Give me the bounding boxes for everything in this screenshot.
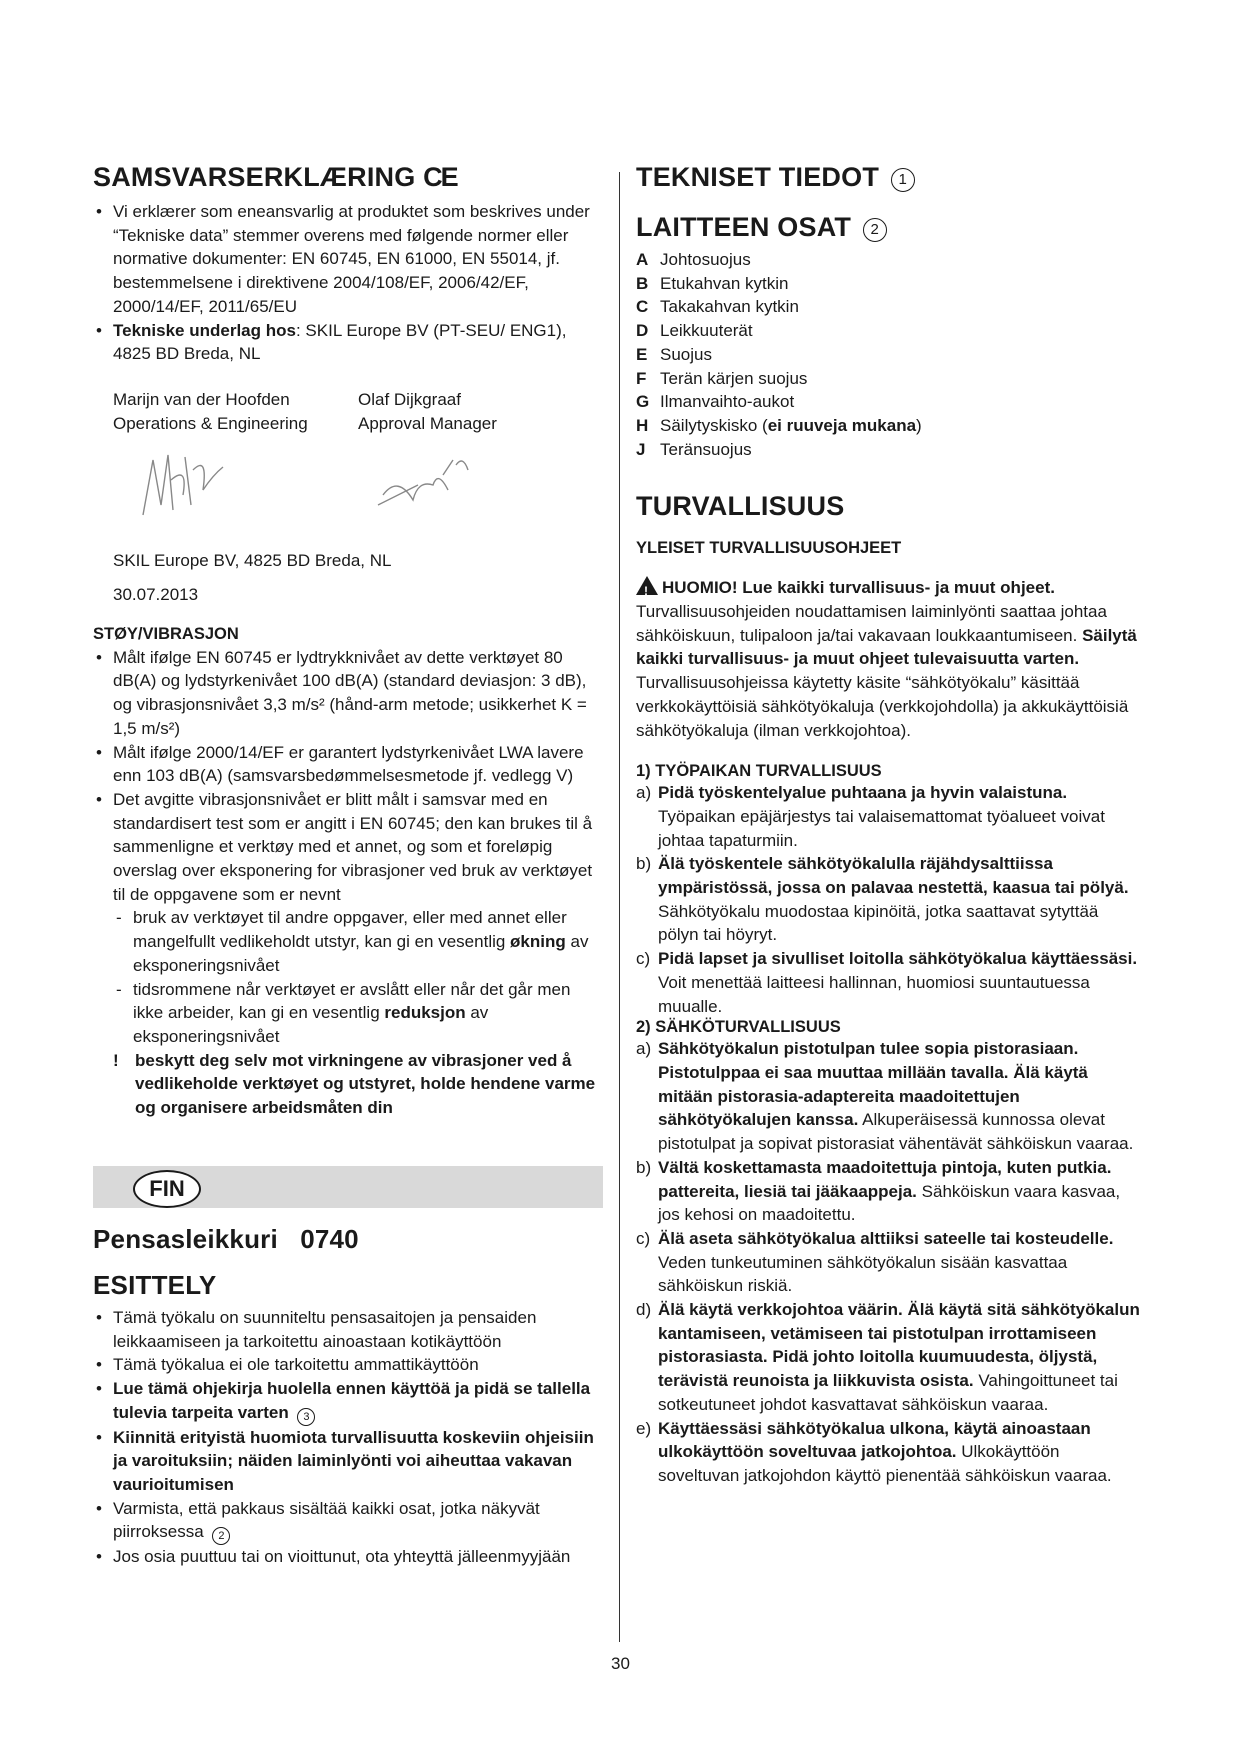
list-item: c) Älä aseta sähkötyökalua alttiiksi sateelle tai kosteudelle. Veden tunkeutuminen sähkötyökalun sisään kasvattaa sähköiskun riskiä. xyxy=(636,1228,1114,1296)
signatory-2 xyxy=(358,388,603,545)
samsvar-title: SAMSVARSERKLÆRING CE xyxy=(93,162,457,192)
yleiset-heading: YLEISET TURVALLISUUSOHJEET xyxy=(636,539,902,558)
list-item: • Tekniske underlag hos: SKIL Europe BV (PT-SEU/ ENG1), 4825 BD Breda, NL xyxy=(93,319,603,366)
section-2-heading: 2) SÄHKÖTURVALLISUUS xyxy=(636,1018,841,1037)
huomio-paragraph: !HUOMIO! Lue kaikki turvallisuus- ja muut ohjeet. Turvallisuusohjeiden noudattamisen laiminlyönti saattaa johtaa sähköiskuun, tulipaloon ja/tai vakavaan loukkaantumiseen. Säilytä kaikki turvallisuus- ja muut ohjeet tulevaisuutta varten. Turvallisuusohjeissa käytetty käsite “sähkötyökalu” käsittää verkkokäyttöisiä sähkötyökaluja (verkkojohdolla) ja akkukäyttöisiä sähkötyökaluja (ilman verkkojohtoa). xyxy=(636,576,1141,742)
stoy-heading: STØY/VIBRASJON xyxy=(93,624,239,643)
esittely-list xyxy=(93,1306,603,1569)
language-band xyxy=(93,1166,603,1208)
signer-title: Approval Manager xyxy=(358,413,497,433)
signatory-1 xyxy=(113,388,358,545)
signer-name: Marijn van der Hoofden xyxy=(113,389,290,409)
list-item: • Målt ifølge EN 60745 er lydtrykknivået av dette verktøyet 80 dB(A) og lydstyrkenivået 100 dB(A) (standard deviasjon: 3 dB), og vibrasjonsnivået 3,3 m/s² (hånd-arm metode; usikkerhet K = 1,5 m/s²) xyxy=(93,646,603,741)
signer-title: Operations & Engineering xyxy=(113,413,308,433)
company-address: SKIL Europe BV, 4825 BD Breda, NL xyxy=(113,551,392,571)
stoy-list xyxy=(93,646,603,1049)
list-item: G Ilmanvaihto-aukot xyxy=(636,392,795,412)
list-item: H Säilytyskisko (ei ruuveja mukana) xyxy=(636,415,922,435)
vibration-warning: ! beskytt deg selv mot virkningene av vibrasjoner ved å vedlikeholde verktøyet og utstyret, holde hendene varme og organisere arbeidsmåten din xyxy=(113,1050,596,1118)
page-number: 30 xyxy=(611,1654,630,1673)
list-item: e) Käyttäessäsi sähkötyökalua ulkona, käytä ainoastaan ulkokäyttöön soveltuvaa jatkojohtoa. Ulkokäyttöön soveltuvan jatkojohdon käyttö pienentää sähköiskun vaaraa. xyxy=(636,1418,1112,1485)
section-1-heading: 1) TYÖPAIKAN TURVALLISUUS xyxy=(636,762,882,781)
list-item: • Jos osia puuttuu tai on vioittunut, ota yhteyttä jälleenmyyjään xyxy=(93,1545,603,1569)
left-column xyxy=(93,160,603,1569)
list-item: J Teränsuojus xyxy=(636,439,752,459)
list-item: • Varmista, että pakkaus sisältää kaikki osat, jotka näkyvät piirroksessa 2 xyxy=(93,1497,603,1546)
ce-mark-icon: CE xyxy=(423,162,457,192)
declaration-date: 30.07.2013 xyxy=(113,585,199,605)
dash-list xyxy=(113,906,603,1048)
list-item: - tidsrommene når verktøyet er avslått eller når det går men ikke arbeider, kan gi en vesentlig reduksjon av eksponeringsnivået xyxy=(113,978,603,1049)
right-column xyxy=(636,160,1141,1488)
tekniset-title: TEKNISET TIEDOT 1 xyxy=(636,160,1141,194)
signer-name: Olaf Dijkgraaf xyxy=(358,389,461,409)
list-item: a) Pidä työskentelyalue puhtaana ja hyvin valaistuna. Työpaikan epäjärjestys tai valaisemattomat työalueet voivat johtaa tapaturmiin. xyxy=(636,783,1105,850)
samsvar-list xyxy=(93,200,603,366)
language-badge: FIN xyxy=(133,1170,201,1208)
warning-icon xyxy=(636,576,658,595)
list-item: B Etukahvan kytkin xyxy=(636,273,789,293)
figure-ref: 3 xyxy=(297,1408,315,1426)
esittely-heading: ESITTELY xyxy=(93,1269,217,1300)
signature-1-image xyxy=(113,435,358,545)
figure-ref: 1 xyxy=(891,168,915,192)
list-item: C Takakahvan kytkin xyxy=(636,297,799,317)
osat-title: LAITTEEN OSAT 2 xyxy=(636,210,1141,244)
list-item: • Målt ifølge 2000/14/EF er garantert lydstyrkenivået LWA lavere enn 103 dB(A) (samsvarsbedømmelsesmetode jf. vedlegg V) xyxy=(93,741,603,788)
signature-2-image xyxy=(358,435,603,545)
list-item: F Terän kärjen suojus xyxy=(636,368,808,388)
figure-ref: 2 xyxy=(212,1527,230,1545)
list-item: c) Pidä lapset ja sivulliset loitolla sähkötyökalua käyttäessäsi. Voit menettää laitteesi hallinnan, huomiosi suuntautuessa muualle. xyxy=(636,949,1138,1016)
list-item: • Det avgitte vibrasjonsnivået er blitt målt i samsvar med en standardisert test som er angitt i EN 60745; den kan brukes til å sammenligne et verktøy med et annet, og som et foreløpig overslag over eksponering for vibrasjoner ved bruk av verktøyet til de oppgavene som er nevnt - bruk av verktøyet til andre oppgaver, eller med annet eller mangelfullt vedlikeholdt utstyr, kan gi en vesentlig økning av eksponeringsnivået - tidsrommene når verktøyet er avslått eller når det går men ikke arbeider, kan gi en vesentlig reduksjon av eksponeringsnivået xyxy=(93,788,603,1049)
list-item: • Lue tämä ohjekirja huolella ennen käyttöä ja pidä se tallella tulevia tarpeita varten 3 xyxy=(93,1377,603,1426)
list-item: • Vi erklærer som eneansvarlig at produktet som beskrives under “Tekniske data” stemmer overens med følgende normer eller normative dokumenter: EN 60745, EN 61000, EN 55014, jf. bestemmelsene i direktivene 2004/108/EF, 2006/42/EF, 2000/14/EF, 2011/65/EU xyxy=(93,200,603,319)
turvallisuus-heading: TURVALLISUUS xyxy=(636,491,845,522)
list-item: - bruk av verktøyet til andre oppgaver, eller med annet eller mangelfullt vedlikeholdt utstyr, kan gi en vesentlig økning av eksponeringsnivået xyxy=(113,906,603,977)
list-item: d) Älä käytä verkkojohtoa väärin. Älä käytä sitä sähkötyökalun kantamiseen, vetämiseen tai pistotulpan irrottamiseen pistorasiasta. Pidä johto loitolla kuumuudesta, öljystä, terävistä reunoista ja liikkuvista osista. Vahingoittuneet tai sotkeutuneet johdot kasvattavat sähköiskun vaaraa. xyxy=(636,1300,1140,1414)
column-divider xyxy=(619,172,620,1642)
list-item: E Suojus xyxy=(636,344,712,364)
figure-ref: 2 xyxy=(863,218,887,242)
list-item: b) Vältä koskettamasta maadoitettuja pintoja, kuten putkia. pattereita, liesiä tai jääkaappeja. Sähköiskun vaara kasvaa, jos kehosi on maadoitettu. xyxy=(636,1157,1121,1225)
list-item: A Johtosuojus xyxy=(636,250,751,269)
list-item: D Leikkuuterät xyxy=(636,321,753,341)
list-item: b) Älä työskentele sähkötyökalulla räjähdysalttiissa ympäristössä, jossa on palavaa nestettä, kaasua tai pölyä. Sähkötyökalu muodostaa kipinöitä, jotka saattavat sytyttää pölyn tai höyryt. xyxy=(636,854,1129,945)
product-title: Pensasleikkuri 0740 xyxy=(93,1223,359,1254)
list-item: a) Sähkötyökalun pistotulpan tulee sopia pistorasiaan. Pistotulppaa ei saa muuttaa millään tavalla. Älä käytä mitään pistorasia-adaptereita maadoitettujen sähkötyökalujen kanssa. Alkuperäisessä kunnossa olevat pistotulpat ja sopivat pistorasiat vähentävät sähköiskun vaaraa. xyxy=(636,1039,1134,1154)
list-item: • Tämä työkalu on suunniteltu pensasaitojen ja pensaiden leikkaamiseen ja tarkoitettu ainoastaan kotikäyttöön xyxy=(93,1306,603,1353)
exclamation-icon: ! xyxy=(113,1050,119,1070)
parts-list xyxy=(636,248,1141,461)
list-item: • Kiinnitä erityistä huomiota turvallisuutta koskeviin ohjeisiin ja varoituksiin; näiden laiminlyönti voi aiheuttaa vakavan vaurioitumisen xyxy=(93,1426,603,1497)
signatories xyxy=(93,388,603,545)
list-item: • Tämä työkalua ei ole tarkoitettu ammattikäyttöön xyxy=(93,1353,603,1377)
